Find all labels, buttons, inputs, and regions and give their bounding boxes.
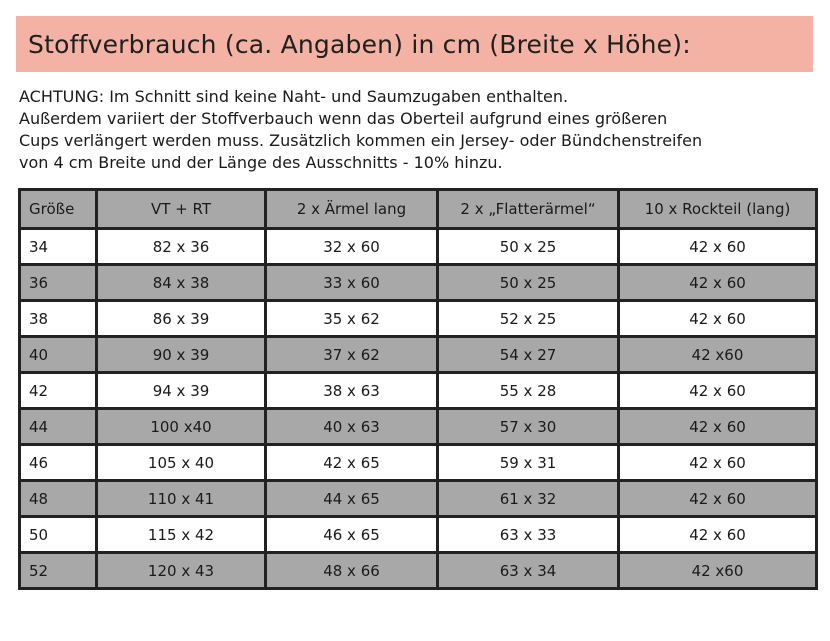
table-row — [20, 337, 817, 373]
cell-value: 35 x 62 — [266, 301, 438, 337]
cell-value: 54 x 27 — [438, 337, 619, 373]
cell-value: 32 x 60 — [266, 229, 438, 265]
table-row — [20, 229, 817, 265]
warning-note — [19, 86, 819, 174]
cell-value: 42 x 65 — [266, 445, 438, 481]
cell-value: 42 x 60 — [619, 445, 817, 481]
cell-value: 63 x 34 — [438, 553, 619, 589]
header-long-sleeves: 2 x Ärmel lang — [266, 190, 438, 229]
note-line: Außerdem variiert der Stoffverbauch wenn das Oberteil aufgrund eines größeren — [19, 109, 668, 128]
table-row — [20, 301, 817, 337]
title-banner — [16, 16, 813, 72]
cell-value: 55 x 28 — [438, 373, 619, 409]
table-row — [20, 409, 817, 445]
cell-value: 105 x 40 — [97, 445, 266, 481]
cell-value: 33 x 60 — [266, 265, 438, 301]
cell-value: 44 x 65 — [266, 481, 438, 517]
cell-size: 40 — [20, 337, 97, 373]
table-row — [20, 481, 817, 517]
header-front-back: VT + RT — [97, 190, 266, 229]
table-row — [20, 373, 817, 409]
cell-value: 52 x 25 — [438, 301, 619, 337]
cell-value: 42 x 60 — [619, 517, 817, 553]
cell-value: 61 x 32 — [438, 481, 619, 517]
cell-value: 63 x 33 — [438, 517, 619, 553]
note-line: ACHTUNG: Im Schnitt sind keine Naht- und Saumzugaben enthalten. — [19, 87, 569, 106]
cell-size: 36 — [20, 265, 97, 301]
cell-value: 90 x 39 — [97, 337, 266, 373]
cell-size: 38 — [20, 301, 97, 337]
table-row — [20, 553, 817, 589]
cell-value: 120 x 43 — [97, 553, 266, 589]
table-header-row — [20, 190, 817, 229]
cell-size: 50 — [20, 517, 97, 553]
cell-value: 115 x 42 — [97, 517, 266, 553]
cell-value: 42 x60 — [619, 337, 817, 373]
cell-value: 46 x 65 — [266, 517, 438, 553]
cell-value: 59 x 31 — [438, 445, 619, 481]
cell-value: 48 x 66 — [266, 553, 438, 589]
cell-value: 42 x 60 — [619, 265, 817, 301]
cell-size: 52 — [20, 553, 97, 589]
cell-value: 86 x 39 — [97, 301, 266, 337]
cell-value: 42 x 60 — [619, 373, 817, 409]
fabric-consumption-table — [18, 188, 818, 590]
page-title: Stoffverbrauch (ca. Angaben) in cm (Breite x Höhe): — [28, 29, 691, 59]
header-skirt-panels: 10 x Rockteil (lang) — [619, 190, 817, 229]
cell-value: 110 x 41 — [97, 481, 266, 517]
cell-value: 57 x 30 — [438, 409, 619, 445]
cell-value: 38 x 63 — [266, 373, 438, 409]
cell-value: 37 x 62 — [266, 337, 438, 373]
cell-size: 34 — [20, 229, 97, 265]
cell-size: 44 — [20, 409, 97, 445]
cell-value: 82 x 36 — [97, 229, 266, 265]
cell-value: 42 x 60 — [619, 301, 817, 337]
cell-size: 46 — [20, 445, 97, 481]
cell-value: 100 x40 — [97, 409, 266, 445]
cell-value: 42 x60 — [619, 553, 817, 589]
cell-value: 84 x 38 — [97, 265, 266, 301]
cell-value: 42 x 60 — [619, 229, 817, 265]
cell-value: 50 x 25 — [438, 265, 619, 301]
note-line: von 4 cm Breite und der Länge des Ausschnitts - 10% hinzu. — [19, 153, 503, 172]
header-flutter-sleeves: 2 x „Flatterärmel“ — [438, 190, 619, 229]
cell-value: 42 x 60 — [619, 409, 817, 445]
cell-value: 40 x 63 — [266, 409, 438, 445]
header-size: Größe — [20, 190, 97, 229]
table-row — [20, 265, 817, 301]
table-row — [20, 517, 817, 553]
cell-value: 42 x 60 — [619, 481, 817, 517]
cell-size: 48 — [20, 481, 97, 517]
table-row — [20, 445, 817, 481]
cell-value: 50 x 25 — [438, 229, 619, 265]
note-line: Cups verlängert werden muss. Zusätzlich kommen ein Jersey- oder Bündchenstreifen — [19, 131, 703, 150]
cell-value: 94 x 39 — [97, 373, 266, 409]
cell-size: 42 — [20, 373, 97, 409]
